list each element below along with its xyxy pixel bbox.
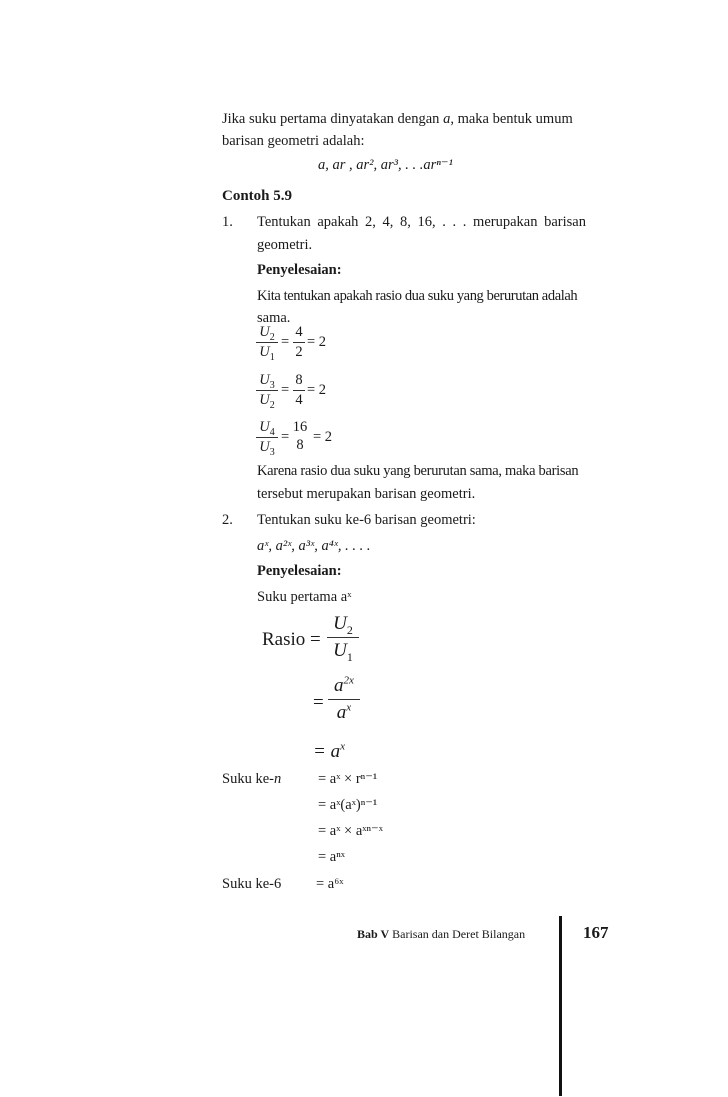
nth-step-2: = aˣ(aˣ)ⁿ⁻¹ bbox=[318, 797, 378, 813]
ratio-2-fraction: 8 4 bbox=[293, 372, 305, 409]
ratio-2-lhs: $U_3$ $U_2$ bbox=[256, 372, 278, 409]
footer-chapter: Bab V Barisan dan Deret Bilangan bbox=[357, 927, 526, 941]
q2-solution-label: Penyelesaian: bbox=[257, 563, 342, 579]
general-formula: a, ar , ar², ar³, . . .arⁿ⁻¹ bbox=[318, 157, 453, 173]
ratio-3-result: = 2 bbox=[313, 429, 333, 445]
ratio-2-result: = 2 bbox=[307, 382, 327, 398]
intro-line-2: barisan geometri adalah: bbox=[222, 133, 365, 149]
intro-line-1 bbox=[222, 111, 573, 128]
ratio-3-eq: = bbox=[281, 429, 290, 445]
step3: = $a^x$ bbox=[313, 740, 345, 762]
ratio-3-lhs: $U_4$ $U_3$ bbox=[256, 419, 278, 456]
q1-conclusion-1: Karena rasio dua suku yang berurutan sama, maka barisan bbox=[257, 463, 579, 479]
q1-conclusion-2: tersebut merupakan barisan geometri. bbox=[257, 486, 476, 502]
nth-label: Suku ke-n bbox=[222, 771, 282, 787]
ratio-2-eq: = bbox=[281, 382, 290, 398]
q2-line-1: Tentukan suku ke-6 barisan geometri: bbox=[257, 512, 476, 528]
q1-number: 1. bbox=[222, 214, 233, 230]
step2-eq: = bbox=[313, 692, 324, 713]
ratio-1-lhs: $U_2$ $U_1$ bbox=[256, 324, 278, 361]
ratio-1-eq: = bbox=[281, 334, 290, 350]
ratio-1-fraction: 4 2 bbox=[293, 324, 305, 361]
q2-number: 2. bbox=[222, 512, 233, 528]
ratio-3-fraction: 16 8 bbox=[292, 419, 308, 453]
q1-line-2: geometri. bbox=[257, 237, 313, 253]
ratio-1-result: = 2 bbox=[307, 334, 327, 350]
rasio-label: Rasio = bbox=[262, 629, 321, 650]
q2-first-term: Suku pertama aˣ bbox=[257, 589, 352, 605]
step2-fraction: $a^{2x}$ $a^x$ bbox=[328, 674, 360, 725]
intro-text-post: , maka bentuk umum bbox=[450, 111, 573, 127]
intro-text: Jika suku pertama dinyatakan dengan bbox=[222, 111, 444, 127]
q1-text-2: sama. bbox=[257, 310, 291, 326]
sixth-value: = a⁶ˣ bbox=[316, 876, 344, 892]
q1-solution-label: Penyelesaian: bbox=[257, 262, 342, 278]
sixth-label: Suku ke-6 bbox=[222, 876, 282, 892]
q1-text-1: Kita tentukan apakah rasio dua suku yang berurutan adalah bbox=[257, 288, 578, 304]
nth-step-1: = aˣ × rⁿ⁻¹ bbox=[318, 771, 378, 787]
footer-vertical-rule bbox=[559, 916, 562, 1096]
page-number: 167 bbox=[583, 923, 609, 942]
nth-step-3: = aˣ × aˣⁿ⁻ˣ bbox=[318, 823, 383, 839]
nth-step-4: = aⁿˣ bbox=[318, 849, 345, 865]
example-heading: Contoh 5.9 bbox=[222, 188, 293, 204]
intro-variable: a bbox=[443, 111, 451, 127]
q1-line-1: Tentukan apakah 2, 4, 8, 16, . . . merupakan barisan bbox=[257, 214, 586, 230]
rasio-fraction: $U_2$ $U_1$ bbox=[327, 612, 359, 663]
q2-sequence: aˣ, a²ˣ, a³ˣ, a⁴ˣ, . . . . bbox=[257, 538, 371, 554]
